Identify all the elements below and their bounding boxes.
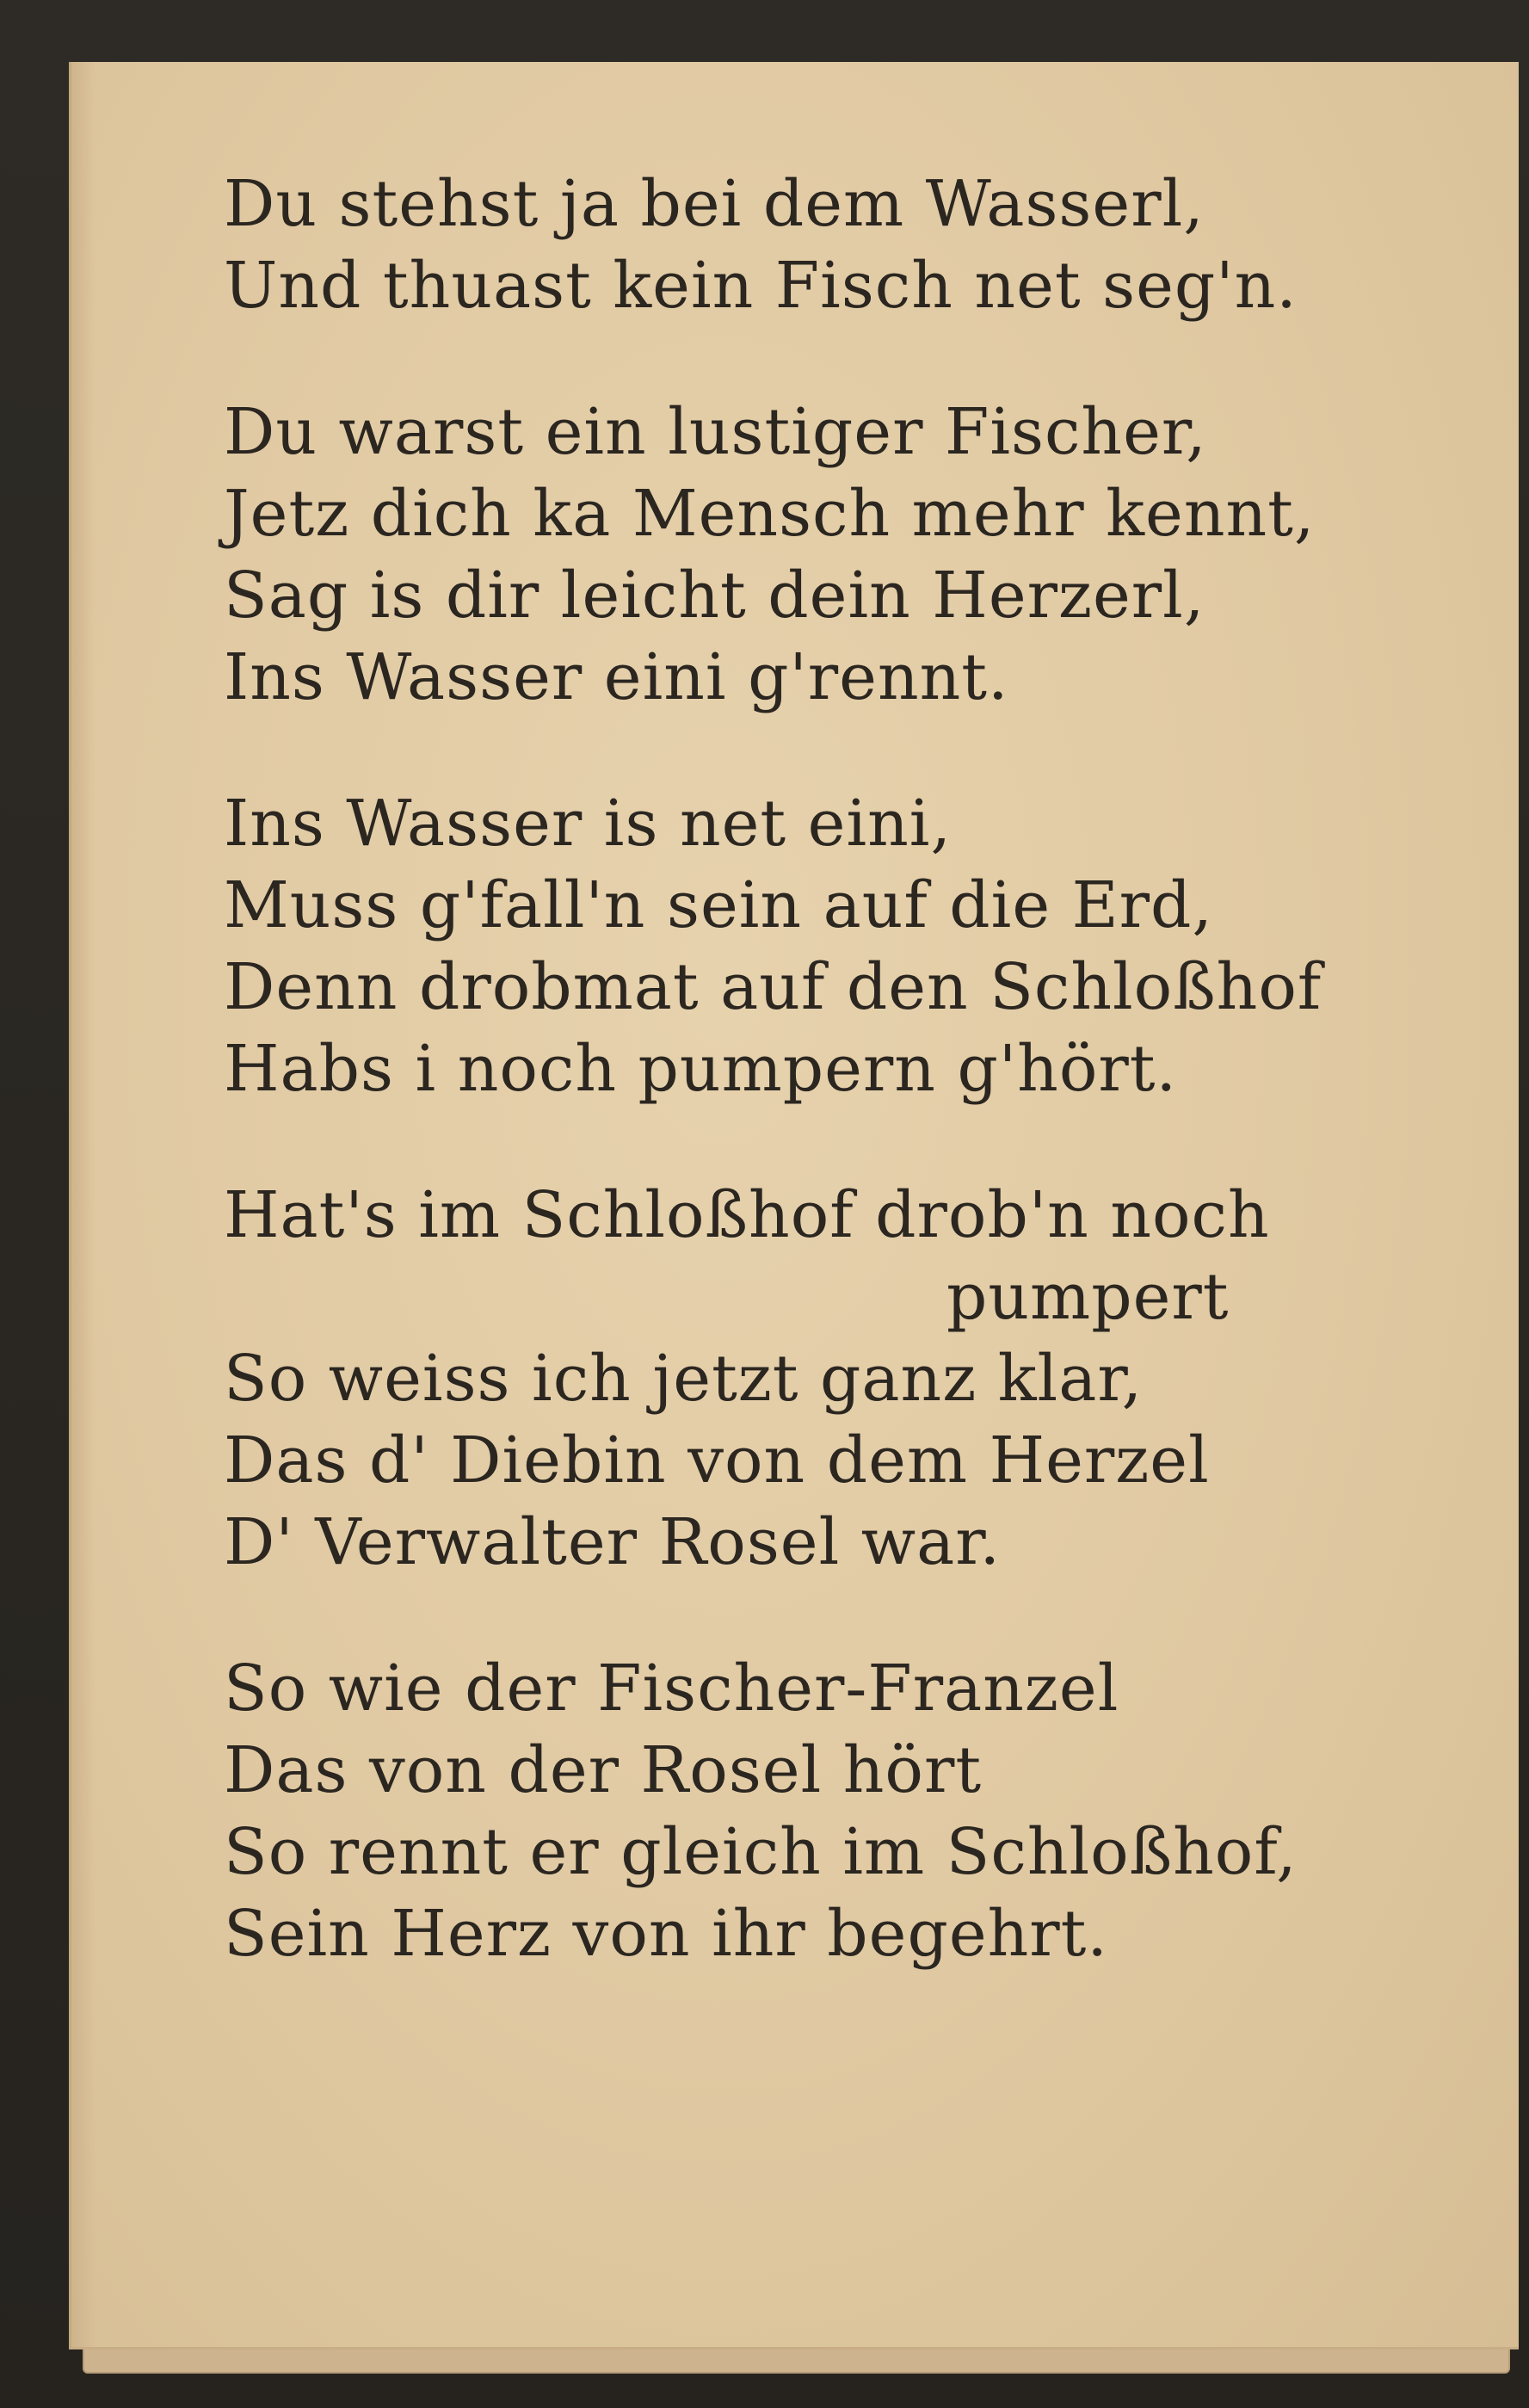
stanza-2: [224, 392, 1411, 719]
verse-line: Ins Wasser eini g'rennt.: [224, 640, 1009, 714]
verse-line: D' Verwalter Rosel war.: [224, 1505, 1002, 1579]
verse-line: Hat's im Schloßhof drob'n noch: [224, 1178, 1270, 1252]
stanza-3: [224, 783, 1411, 1110]
stanza-5: [224, 1648, 1411, 1975]
stanza-1: [224, 164, 1411, 327]
verse-line: Sag is dir leicht dein Herzerl,: [224, 559, 1205, 633]
stanza-4: [224, 1175, 1411, 1584]
verse-line: Das von der Rosel hört: [224, 1733, 983, 1807]
verse-line: Du warst ein lustiger Fischer,: [224, 395, 1207, 469]
verse-line: Und thuast kein Fisch net seg'n.: [224, 249, 1298, 323]
verse-line: So wie der Fischer-Franzel: [224, 1652, 1119, 1726]
verse-line: Jetz dich ka Mensch mehr kennt,: [224, 477, 1316, 551]
verse-line-continuation: pumpert: [946, 1260, 1230, 1334]
song-text: [224, 164, 1411, 2040]
verse-line: Das d' Diebin von dem Herzel: [224, 1423, 1210, 1497]
verse-line: Habs i noch pumpern g'hört.: [224, 1032, 1178, 1106]
verse-line: Sein Herz von ihr begehrt.: [224, 1897, 1108, 1971]
verse-line: So weiss ich jetzt ganz klar,: [224, 1342, 1144, 1416]
page-binding-edge: [71, 62, 96, 2347]
verse-line: Muss g'fall'n sein auf die Erd,: [224, 868, 1213, 942]
verse-line: Denn drobmat auf den Schloßhof: [224, 950, 1322, 1024]
verse-line: So rennt er gleich im Schloßhof,: [224, 1815, 1298, 1889]
verse-line: Ins Wasser is net eini,: [224, 787, 952, 861]
verse-line: Du stehst ja bei dem Wasserl,: [224, 167, 1205, 241]
